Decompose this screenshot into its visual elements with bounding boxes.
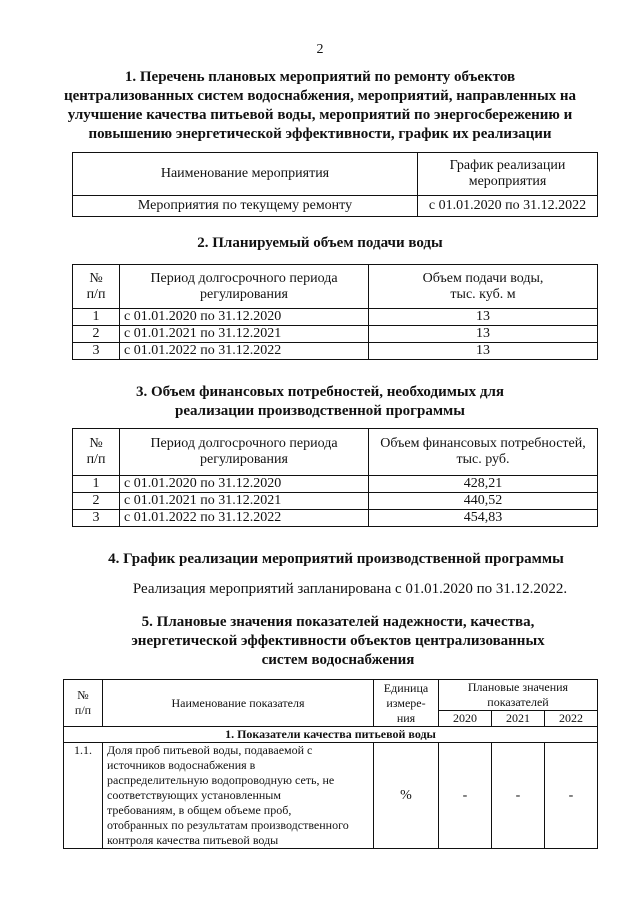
page-number: 2 bbox=[316, 42, 324, 57]
table-row bbox=[73, 493, 598, 510]
table-row bbox=[73, 476, 598, 493]
desc-line: источников водоснабжения в bbox=[107, 758, 256, 772]
col-no bbox=[73, 265, 120, 309]
col-schedule bbox=[418, 153, 598, 196]
desc-line: отобранных по результатам производственного bbox=[107, 818, 349, 832]
row-period: с 01.01.2021 по 31.12.2021 bbox=[120, 326, 369, 343]
section5-title-line: энергетической эффективности объектов централизованных bbox=[131, 633, 545, 649]
col-year: 2020 bbox=[439, 711, 492, 727]
col-volume-line: тыс. куб. м bbox=[450, 286, 516, 302]
col-unit-line: ния bbox=[396, 710, 416, 725]
col-no bbox=[64, 680, 103, 727]
desc-line: Доля проб питьевой воды, подаваемой с bbox=[107, 743, 313, 757]
row-no: 1.1. bbox=[64, 743, 103, 849]
indicators-table bbox=[63, 679, 598, 849]
table-row bbox=[73, 326, 598, 343]
desc-line: требованиям, в общем объеме проб, bbox=[107, 803, 292, 817]
row-value: - bbox=[544, 743, 597, 849]
activity-name: Мероприятия по текущему ремонту bbox=[73, 196, 418, 217]
col-no-line: п/п bbox=[86, 286, 106, 302]
row-period: с 01.01.2020 по 31.12.2020 bbox=[120, 309, 369, 326]
row-volume: 13 bbox=[369, 343, 598, 360]
col-period bbox=[120, 429, 369, 476]
col-schedule-line: мероприятия bbox=[468, 174, 547, 189]
col-period-line: регулирования bbox=[200, 286, 288, 302]
group-title: 1. Показатели качества питьевой воды bbox=[64, 727, 598, 743]
col-finance-line: тыс. руб. bbox=[456, 452, 510, 467]
col-schedule-line: График реализации bbox=[449, 158, 566, 173]
section1-title-line: 1. Перечень плановых мероприятий по ремонту объектов bbox=[124, 69, 516, 85]
row-finance: 428,21 bbox=[369, 476, 598, 493]
section5-title bbox=[18, 613, 640, 670]
col-year: 2022 bbox=[544, 711, 597, 727]
row-unit: % bbox=[374, 743, 439, 849]
col-no-line: № bbox=[77, 688, 89, 702]
col-finance bbox=[369, 429, 598, 476]
col-finance-line: Объем финансовых потребностей, bbox=[380, 436, 586, 451]
row-volume: 13 bbox=[369, 309, 598, 326]
section4-text: Реализация мероприятий запланирована с 01.01.2020 по 31.12.2022. bbox=[132, 581, 568, 597]
row-period: с 01.01.2022 по 31.12.2022 bbox=[120, 343, 369, 360]
financial-needs-table bbox=[72, 428, 598, 527]
col-year: 2021 bbox=[491, 711, 544, 727]
activities-table bbox=[72, 152, 598, 217]
activity-schedule: с 01.01.2020 по 31.12.2022 bbox=[418, 196, 598, 217]
row-finance: 454,83 bbox=[369, 510, 598, 527]
row-no: 2 bbox=[73, 493, 120, 510]
water-volume-table bbox=[72, 264, 598, 360]
row-finance: 440,52 bbox=[369, 493, 598, 510]
row-no: 2 bbox=[73, 326, 120, 343]
col-no-line: п/п bbox=[86, 452, 106, 467]
desc-line: распределительную водопроводную сеть, не bbox=[107, 773, 335, 787]
table-row bbox=[73, 343, 598, 360]
section5-title-line: систем водоснабжения bbox=[261, 652, 415, 668]
row-no: 1 bbox=[73, 309, 120, 326]
section1-title-line: улучшение качества питьевой воды, мероприятий по энергосбережению и bbox=[67, 107, 573, 123]
desc-line: соответствующих установленным bbox=[107, 788, 281, 802]
col-plan-line: показателей bbox=[487, 695, 549, 709]
col-volume-line: Объем подачи воды, bbox=[422, 270, 544, 286]
section1-title-line: повышению энергетической эффективности, график их реализации bbox=[88, 126, 552, 142]
section4-title: 4. График реализации мероприятий производственной программы bbox=[108, 551, 564, 567]
table-row bbox=[73, 309, 598, 326]
col-unit-line: измере- bbox=[386, 695, 426, 710]
col-no-line: № bbox=[89, 436, 103, 451]
row-period: с 01.01.2022 по 31.12.2022 bbox=[120, 510, 369, 527]
row-no: 3 bbox=[73, 510, 120, 527]
section3-title-line: реализации производственной программы bbox=[175, 403, 465, 419]
section3-title-line: 3. Объем финансовых потребностей, необходимых для bbox=[135, 384, 505, 400]
col-plan-values bbox=[439, 680, 598, 711]
row-value: - bbox=[439, 743, 492, 849]
row-volume: 13 bbox=[369, 326, 598, 343]
section1-title bbox=[0, 68, 640, 144]
col-activity-name: Наименование мероприятия bbox=[73, 153, 418, 196]
section2-title: 2. Планируемый объем подачи воды bbox=[197, 235, 443, 251]
col-no bbox=[73, 429, 120, 476]
table-row bbox=[73, 196, 598, 217]
row-no: 3 bbox=[73, 343, 120, 360]
table-row bbox=[64, 743, 598, 849]
row-period: с 01.01.2020 по 31.12.2020 bbox=[120, 476, 369, 493]
row-value: - bbox=[491, 743, 544, 849]
row-indicator-desc bbox=[103, 743, 374, 849]
col-volume bbox=[369, 265, 598, 309]
col-no-line: п/п bbox=[74, 703, 92, 717]
row-no: 1 bbox=[73, 476, 120, 493]
col-no-line: № bbox=[89, 270, 103, 286]
section3-title bbox=[0, 383, 640, 421]
col-indicator-name: Наименование показателя bbox=[103, 680, 374, 727]
col-period-line: регулирования bbox=[200, 452, 288, 467]
col-plan-line: Плановые значения bbox=[467, 680, 569, 694]
col-period bbox=[120, 265, 369, 309]
row-period: с 01.01.2021 по 31.12.2021 bbox=[120, 493, 369, 510]
col-unit-line: Единица bbox=[383, 680, 429, 695]
section1-title-line: централизованных систем водоснабжения, мероприятий, направленных на bbox=[63, 88, 577, 104]
col-period-line: Период долгосрочного периода bbox=[150, 270, 338, 286]
col-unit bbox=[374, 680, 439, 727]
col-period-line: Период долгосрочного периода bbox=[150, 436, 338, 451]
desc-line: контроля качества питьевой воды bbox=[107, 833, 279, 847]
table-row bbox=[73, 510, 598, 527]
section5-title-line: 5. Плановые значения показателей надежности, качества, bbox=[141, 614, 535, 630]
